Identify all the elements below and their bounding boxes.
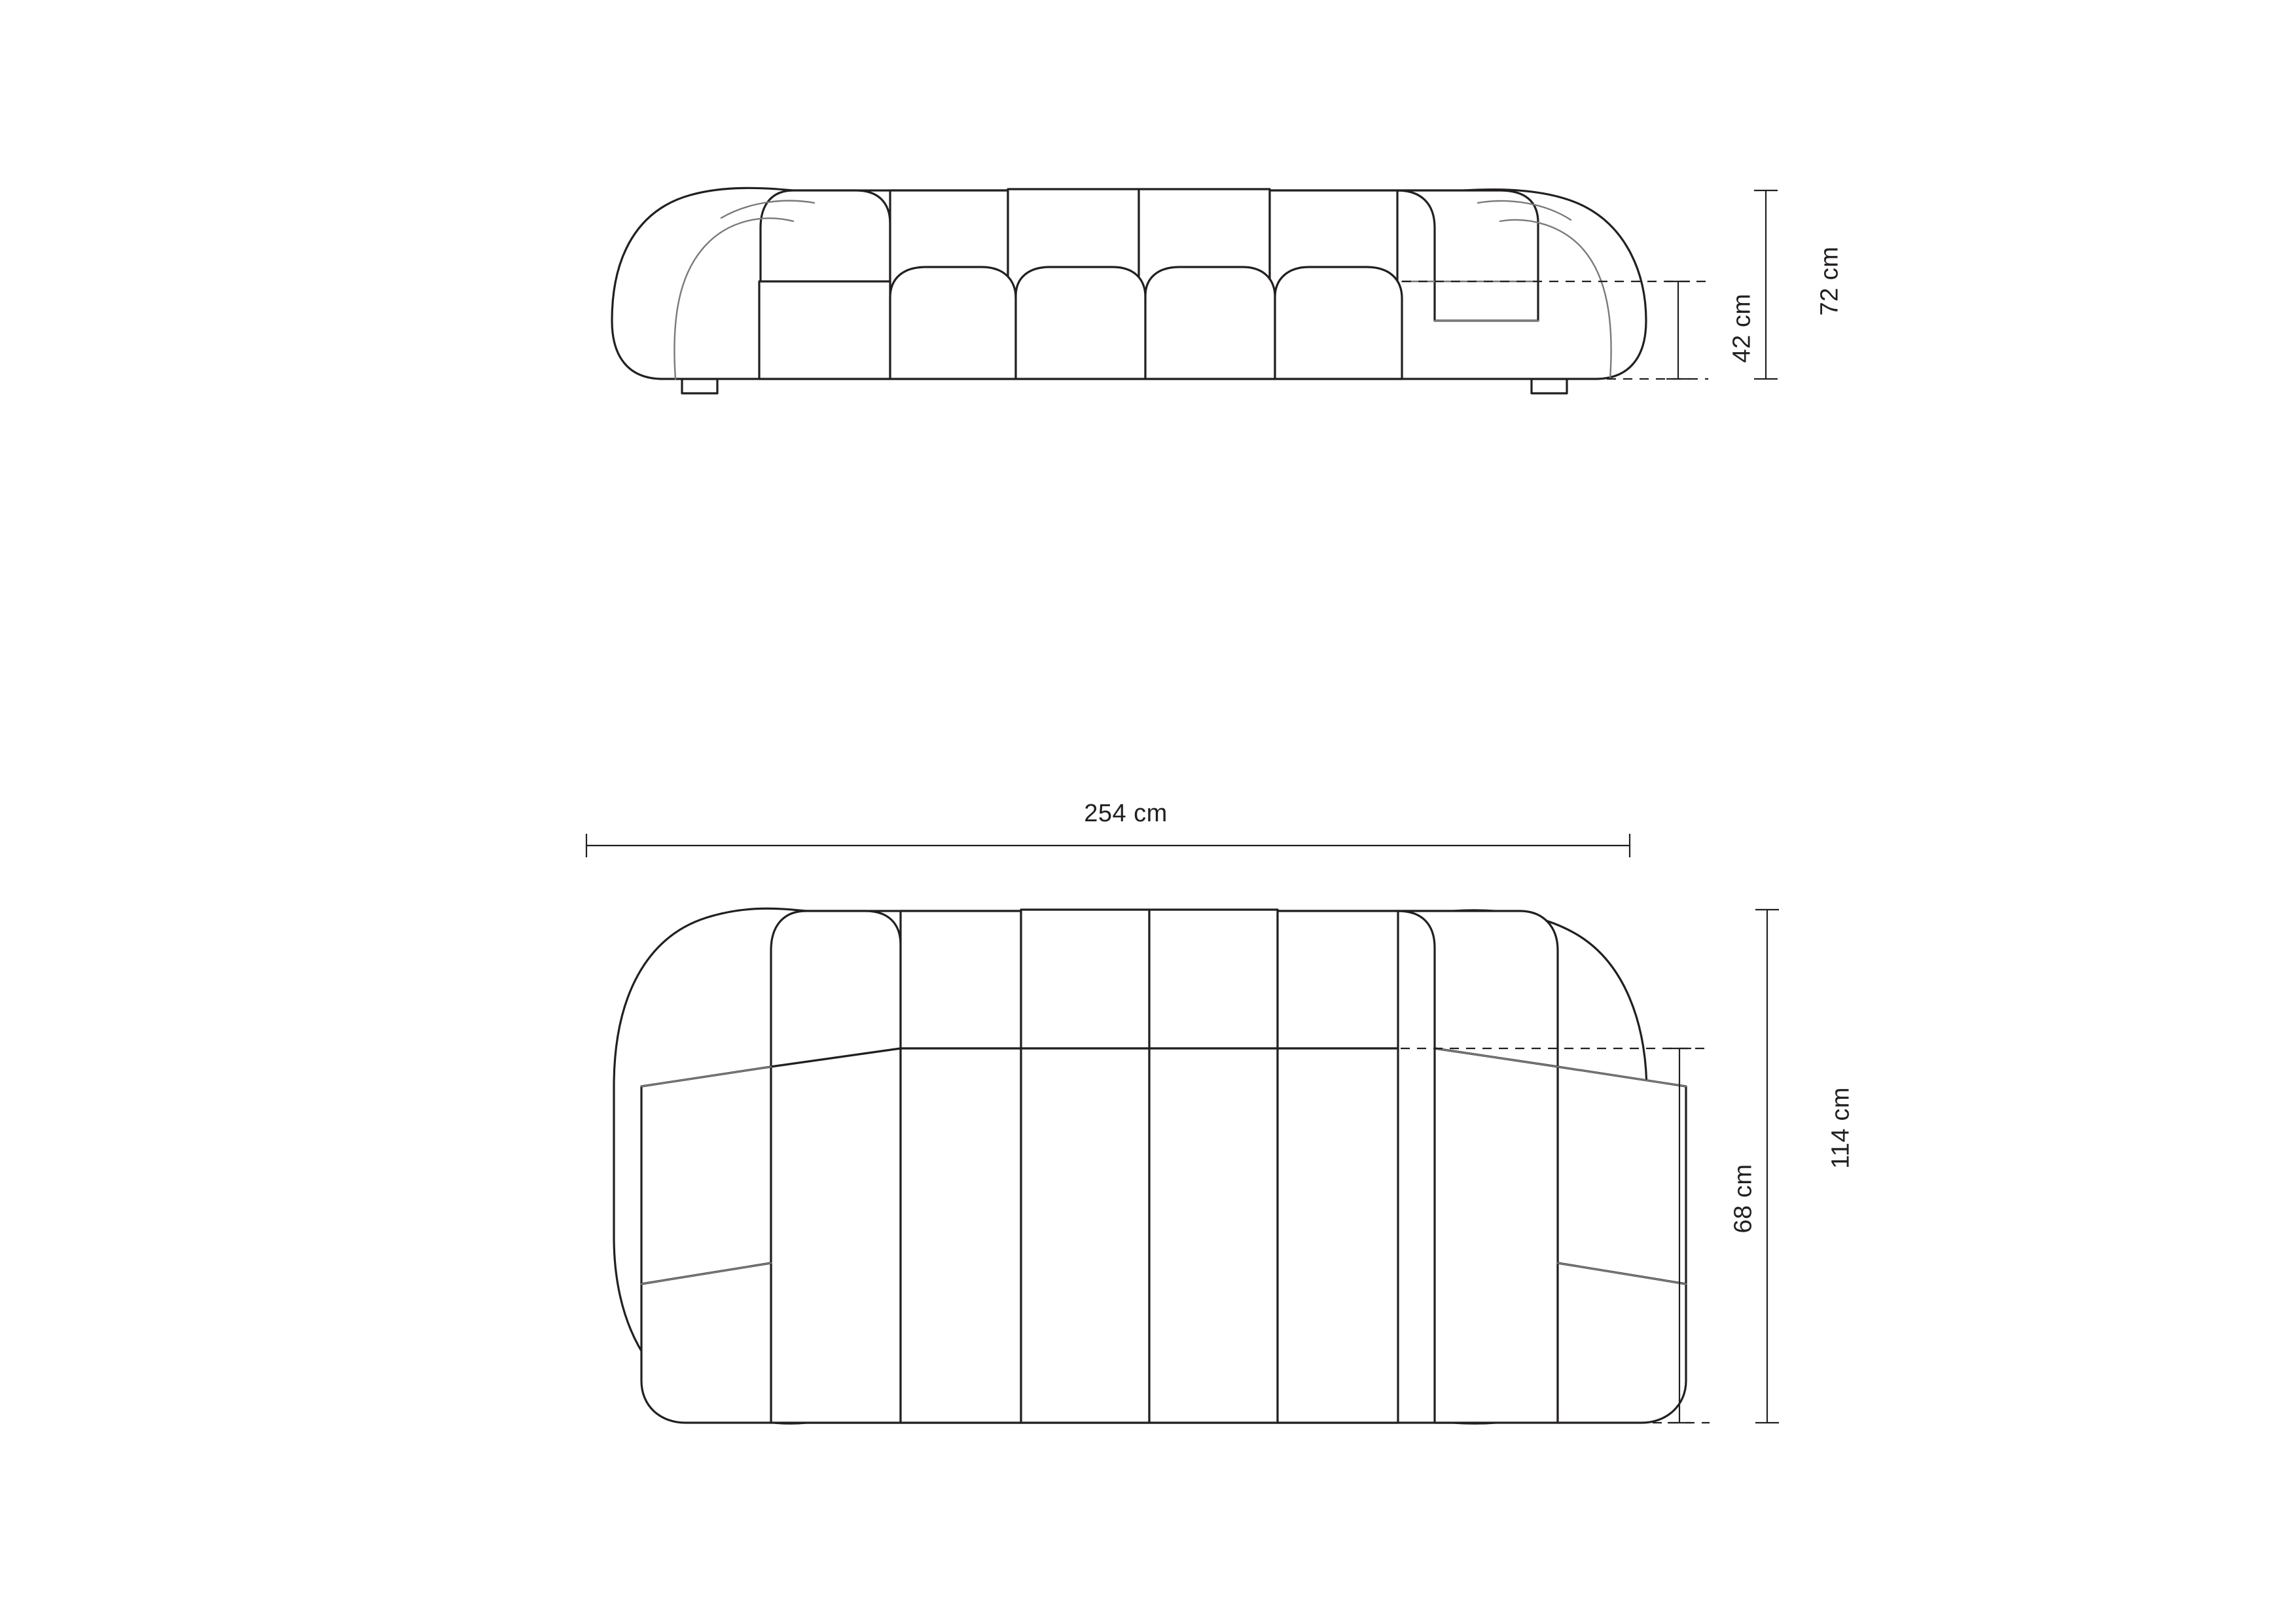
front-seat-cushion-2 (1016, 267, 1145, 379)
top-plan-drawing (550, 805, 1793, 1499)
top-arm-panel-right (1558, 1067, 1686, 1284)
front-elevation-view (550, 124, 1844, 596)
top-front-bolster-left (641, 1263, 771, 1423)
top-backrest-bolster-2 (901, 911, 1021, 1048)
top-arm-panel-left (641, 1067, 771, 1284)
top-seat-cushion-2 (1021, 1048, 1149, 1423)
dim-label-seat-height: 42 cm (1728, 293, 1756, 363)
dim-label-total-height: 72 cm (1816, 246, 1844, 316)
front-elevation-drawing (550, 124, 1793, 596)
top-front-bolster-right (1558, 1263, 1686, 1423)
dim-label-total-width: 254 cm (1084, 800, 1168, 827)
front-foot-left (682, 379, 717, 393)
top-seat-cushion-1 (901, 1048, 1021, 1423)
top-seat-cushion-left (771, 1048, 901, 1423)
top-backrest-bolster-5 (1278, 911, 1398, 1048)
front-seat-cushion-1 (890, 267, 1016, 379)
front-seat-cushion-4 (1275, 267, 1402, 379)
top-seat-cushion-right (1435, 1048, 1558, 1423)
top-seat-cushion-3 (1149, 1048, 1278, 1423)
front-seat-cushion-3 (1145, 267, 1275, 379)
top-backrest-bolster-1 (771, 911, 901, 1067)
dim-label-total-depth: 114 cm (1827, 1087, 1855, 1169)
top-backrest-bolster-4 (1149, 910, 1278, 1048)
dim-label-seat-depth: 68 cm (1729, 1164, 1757, 1234)
front-seat-cushion-left-arm (759, 281, 890, 379)
top-plan-view (550, 800, 1855, 1499)
top-backrest-bolster-3 (1021, 910, 1149, 1048)
top-seat-cushion-4 (1278, 1048, 1398, 1423)
front-foot-right (1532, 379, 1567, 393)
